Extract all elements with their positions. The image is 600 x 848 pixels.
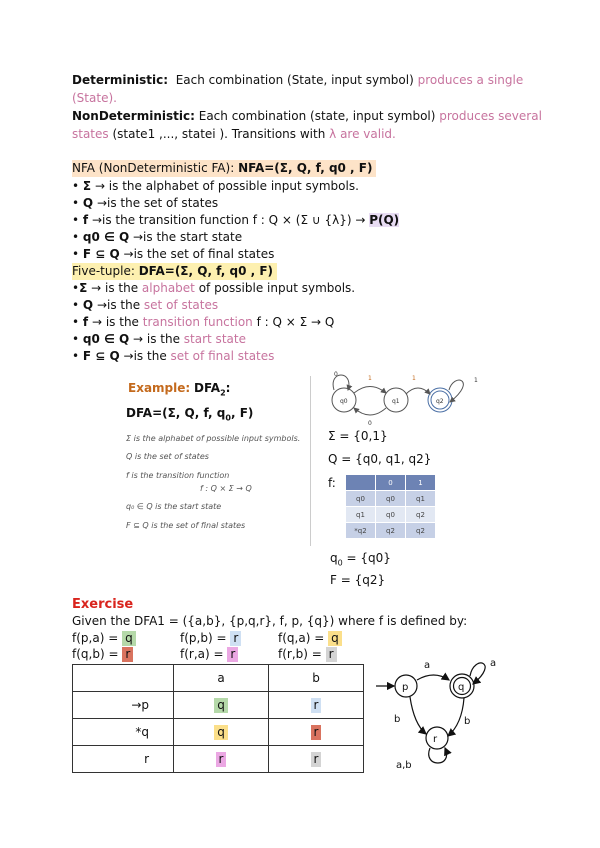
dfa-head-bold: DFA=(Σ, Q, f, q0 , F) [138, 264, 274, 278]
nondet-pink: produces several [439, 109, 542, 123]
edge-label: b [394, 714, 401, 725]
dfa-item-pink: set of final states [170, 349, 275, 363]
edge-label: a [424, 660, 431, 671]
nondet-pink2: states [72, 127, 109, 141]
state-label: q [458, 682, 465, 693]
example-note: F ⊆ Q is the set of final states [126, 521, 246, 530]
edge-q1-q0 [354, 408, 386, 415]
edge-label: 0 [368, 420, 372, 426]
table-row [346, 523, 436, 539]
nfa-item-term: f [82, 213, 89, 227]
nfa-item-text: →is the transition function f : Q × (Σ ∪ {λ}) → [91, 213, 366, 227]
def-val: r [227, 647, 238, 662]
table-cell [269, 692, 364, 719]
example-note: q₀ ∈ Q is the start state [126, 502, 222, 511]
table-cell [174, 692, 269, 719]
cell-val: r [311, 698, 322, 713]
nfa-head-plain: NFA (NonDeterministic FA): [72, 161, 235, 175]
nfa-item-text: →is the set of final states [123, 247, 275, 261]
state-label: q2 [436, 398, 444, 405]
table-row [73, 665, 364, 692]
nfa-item: • Σ → is the alphabet of possible input symbols. [72, 179, 359, 193]
nondeterministic-line [72, 108, 542, 125]
table-cell: *q [73, 719, 174, 746]
dfa-item-pre: → is the [91, 281, 139, 295]
def-expr: f(q,a) = [278, 631, 325, 645]
table-row [73, 719, 364, 746]
edge-label: b [464, 716, 471, 727]
table-cell: q0 [346, 491, 376, 507]
nfa-item: • F ⊆ Q →is the set of final states [72, 247, 275, 261]
table-cell: q0 [376, 507, 406, 523]
edge-q1-q2 [406, 388, 430, 394]
dfa-item-pre: →is the [123, 349, 167, 363]
def-expr: f(r,a) = [180, 647, 224, 661]
table-cell: q1 [346, 507, 376, 523]
table-cell [269, 719, 364, 746]
nondet-text2: (state1 ,..., statei ). Transitions with [112, 127, 326, 141]
example-note: f is the transition function [126, 471, 230, 480]
dfa-item-pink: transition function [142, 315, 253, 329]
state-label: q1 [392, 398, 400, 405]
def-row [278, 630, 342, 647]
table-cell: q0 [376, 491, 406, 507]
table-cell [174, 746, 269, 773]
def-expr: f(q,b) = [72, 647, 119, 661]
edge-q-r [448, 698, 464, 736]
nfa-item: • f →is the transition function f : Q × (Σ ∪ {λ}) → P(Q) [72, 213, 400, 227]
dfa-item-post: of possible input symbols. [198, 281, 356, 295]
edge-label: a,b [396, 760, 412, 771]
det-pink: produces a single [417, 73, 524, 87]
dfa-item-pink: start state [183, 332, 246, 346]
q0-text: q [330, 551, 338, 565]
dfa-item-pink: set of states [143, 298, 219, 312]
edge-label: 1 [412, 375, 416, 382]
exercise-title: Exercise [72, 597, 134, 612]
def-expr: f(r,b) = [278, 647, 322, 661]
nfa-item-term: Σ [82, 179, 92, 193]
table-cell: →p [73, 692, 174, 719]
def-val: q [328, 631, 342, 646]
nfa-item-term: q0 ∈ Q [82, 230, 130, 244]
def-row [72, 630, 136, 647]
def-expr: f(p,b) = [180, 631, 227, 645]
q2-loop [449, 380, 463, 402]
nondet-text: Each combination (state, input symbol) [198, 109, 436, 123]
exercise-dfa-diagram [372, 652, 512, 774]
det-pink2: (State). [72, 91, 117, 105]
q0-rest: = {q0} [342, 551, 391, 565]
exercise-given: Given the DFA1 = ({a,b}, {p,q,r}, f, p, {q}) where f is defined by: [72, 614, 468, 628]
table-row [346, 475, 436, 491]
edge-label: 0 [334, 371, 338, 378]
table-cell [174, 719, 269, 746]
deterministic-line-2 [72, 90, 117, 107]
edge-p-r [410, 697, 426, 734]
nfa-heading [72, 160, 376, 177]
nfa-head-bold: NFA=(Σ, Q, f, q0 , F) [238, 161, 373, 175]
example-label: Example: [128, 381, 191, 395]
table-header [73, 665, 174, 692]
example-note: Σ is the alphabet of possible input symbols. [126, 434, 301, 443]
tuple-end: , F) [230, 406, 254, 420]
nfa-item: • q0 ∈ Q →is the start state [72, 230, 243, 244]
dfa-item-pre: → is the [91, 315, 139, 329]
state-label: r [433, 734, 438, 745]
example-note: f : Q × Σ → Q [200, 484, 252, 493]
dfa-heading [72, 263, 277, 280]
start-state-def [330, 551, 391, 567]
table-cell: q2 [376, 523, 406, 539]
edge-p-q [417, 675, 449, 680]
cell-val: q [214, 698, 228, 713]
example-transition-table [345, 474, 436, 539]
table-cell: q1 [406, 491, 436, 507]
final-states-def: F = {q2} [330, 573, 386, 587]
f-label: f: [328, 476, 336, 490]
nfa-item-text: → is the alphabet of possible input symbols. [94, 179, 359, 193]
example-tuple [126, 406, 253, 422]
table-row [73, 692, 364, 719]
dfa-item: • f → is the transition function f : Q × Σ → Q [72, 315, 335, 329]
example-name: DFA [194, 381, 221, 395]
edge-label: 1 [368, 375, 372, 382]
q0-sub: 0 [337, 558, 343, 568]
edge-q0-q1 [354, 387, 386, 394]
nfa-item-text: →is the start state [133, 230, 243, 244]
edge-label: a [490, 658, 497, 669]
dfa-item-pre: →is the [96, 298, 141, 312]
table-cell [346, 475, 376, 491]
table-cell: q2 [406, 507, 436, 523]
state-label: p [402, 682, 409, 693]
dfa-item-term: F ⊆ Q [82, 349, 120, 363]
table-cell: r [73, 746, 174, 773]
exercise-transition-table [72, 664, 364, 773]
example-box [118, 376, 311, 546]
sigma-def: Σ = {0,1} [328, 429, 388, 443]
nondet-label: NonDeterministic: [72, 109, 195, 123]
tuple-text: DFA=(Σ, Q, f, q [126, 406, 226, 420]
nfa-item-tail: P(Q) [369, 213, 400, 227]
table-row [346, 507, 436, 523]
example-sub: 2 [220, 388, 226, 398]
dfa-item-pre: → is the [133, 332, 180, 346]
table-row [73, 746, 364, 773]
cell-val: r [311, 725, 322, 740]
deterministic-line [72, 72, 523, 89]
dfa-item-term: Q [82, 298, 94, 312]
dfa-item-term: f [82, 315, 89, 329]
def-val: q [122, 631, 136, 646]
dfa-item: • F ⊆ Q →is the set of final states [72, 349, 275, 363]
cell-val: r [216, 752, 227, 767]
dfa-item-term: Σ [79, 281, 88, 295]
det-label: Deterministic: [72, 73, 169, 87]
edge-label: 1 [474, 377, 478, 384]
nfa-item-term: Q [82, 196, 94, 210]
r-loop [429, 748, 447, 763]
cell-val: r [311, 752, 322, 767]
nondet-pink3: λ are valid. [329, 127, 396, 141]
table-cell: 0 [376, 475, 406, 491]
def-val: r [230, 631, 241, 646]
def-row [278, 646, 337, 663]
table-cell: q2 [406, 523, 436, 539]
nfa-item-term: F ⊆ Q [82, 247, 120, 261]
example-title: Example: $DFA_2$: [128, 381, 231, 398]
example-note: Q is the set of states [126, 452, 209, 461]
table-cell: *q2 [346, 523, 376, 539]
dfa-item-term: q0 ∈ Q [82, 332, 130, 346]
dfa-head-plain: Five-tuple: [72, 264, 135, 278]
table-header: a [174, 665, 269, 692]
cell-val: q [214, 725, 228, 740]
state-label: q0 [340, 398, 348, 405]
table-cell [269, 746, 364, 773]
table-cell: 1 [406, 475, 436, 491]
def-row [180, 630, 241, 647]
def-row [72, 646, 133, 663]
tuple-sub: 0 [225, 413, 231, 423]
states-def: Q = {q0, q1, q2} [328, 452, 432, 466]
nondeterministic-line-2 [72, 126, 396, 143]
nfa-item-text: →is the set of states [96, 196, 219, 210]
dfa-item: •Σ → is the alphabet of possible input symbols. [72, 281, 356, 295]
dfa-item: • q0 ∈ Q → is the start state [72, 332, 246, 346]
nfa-item: • Q →is the set of states [72, 196, 219, 210]
table-header: b [269, 665, 364, 692]
dfa-item-post: f : Q × Σ → Q [256, 315, 335, 329]
table-row [346, 491, 436, 507]
def-row [180, 646, 238, 663]
dfa-item: • Q →is the set of states [72, 298, 219, 312]
def-val: r [122, 647, 133, 662]
det-text: Each combination (State, input symbol) [175, 73, 414, 87]
def-val: r [326, 647, 337, 662]
def-expr: f(p,a) = [72, 631, 119, 645]
example-dfa-diagram [316, 368, 486, 426]
dfa-item-pink: alphabet [141, 281, 195, 295]
